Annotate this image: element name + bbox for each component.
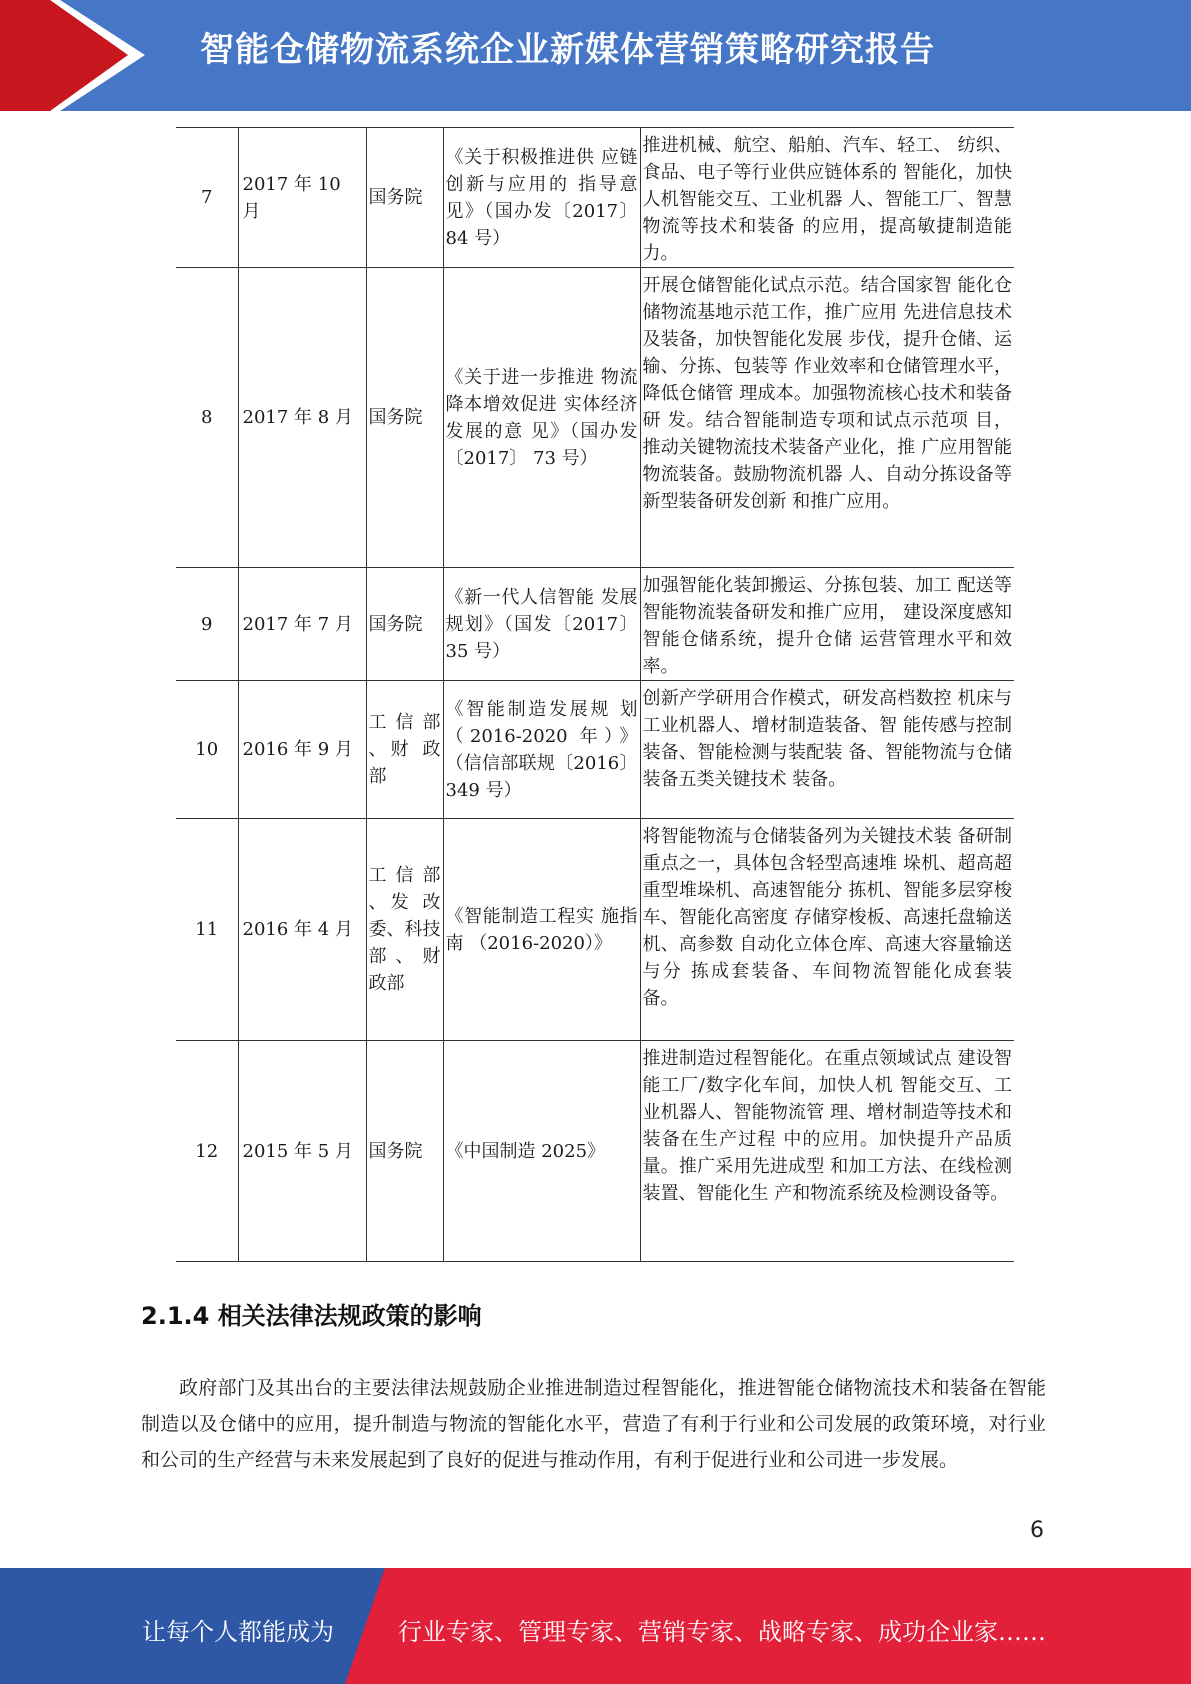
row-content: 加强智能化装卸搬运、分拣包装、加工 配送等智能物流装备研发和推广应用， 建设深度感知智能仓储系统，提升仓储 运营管理水平和效率。 (640, 568, 1014, 681)
row-document: 《智能制造工程实 施指南 （2016-2020）》 (443, 819, 640, 1041)
section-paragraph: 政府部门及其出台的主要法律法规鼓励企业推进制造过程智能化，推进智能仓储物流技术和装备在智能制造以及仓储中的应用，提升制造与物流的智能化水平，营造了有利于行业和公司发展的政策环境，对行业和公司的生产经营与未来发展起到了良好的促进与推动作用，有利于促进行业和公司进一步发展。 (141, 1377, 1046, 1471)
row-number: 7 (176, 128, 238, 268)
row-number: 9 (176, 568, 238, 681)
row-date: 2016 年 9 月 (238, 681, 366, 819)
section-heading: 2.1.4 相关法律法规政策的影响 (141, 1302, 482, 1330)
row-document: 《中国制造 2025》 (443, 1041, 640, 1262)
row-department: 工 信 部 、发 改委、科技 部、财 政部 (366, 819, 443, 1041)
row-department: 国务院 (366, 1041, 443, 1262)
row-document: 《智能制造发展规 划 （2016-2020 年）》（信信部联规〔2016〕 349 号） (443, 681, 640, 819)
row-content: 开展仓储智能化试点示范。结合国家智 能化仓储物流基地示范工作，推广应用 先进信息技术及装备，加快智能化发展 步伐，提升仓储、运输、分拣、包装等 作业效率和仓储管理水平，降低仓储管 理成本。加强物流核心技术和装备研 发。结合智能制造专项和试点示范项 目，推动关键物流技术装备产业化，推 广应用智能物流装备。鼓励物流机器 人、自动分拣设备等新型装备研发创新 和推广应用。 (640, 268, 1014, 568)
row-department: 国务院 (366, 268, 443, 568)
table-row (176, 568, 1014, 681)
page-number: 6 (1030, 1518, 1044, 1543)
row-content: 推进制造过程智能化。在重点领域试点 建设智能工厂/数字化车间，加快人机 智能交互、工业机器人、智能物流管 理、增材制造等技术和装备在生产过程 中的应用。加快提升产品质量。推广采用先进成型 和加工方法、在线检测装置、智能化生 产和物流系统及检测设备等。 (640, 1041, 1014, 1262)
table-row (176, 681, 1014, 819)
row-document: 《关于进一步推进 物流降本增效促进 实体经济发展的意 见》（国办发〔2017〕 73 号） (443, 268, 640, 568)
row-number: 8 (176, 268, 238, 568)
row-date: 2015 年 5 月 (238, 1041, 366, 1262)
page-header (0, 0, 1191, 111)
row-number: 12 (176, 1041, 238, 1262)
table-row (176, 128, 1014, 268)
row-date: 2017 年 8 月 (238, 268, 366, 568)
row-department: 国务院 (366, 128, 443, 268)
page-header-title: 智能仓储物流系统企业新媒体营销策略研究报告 (200, 30, 935, 70)
table-row (176, 268, 1014, 568)
row-document: 《关于积极推进供 应链创新与应用的 指导意见》（国办发〔2017〕84 号） (443, 128, 640, 268)
row-number: 10 (176, 681, 238, 819)
footer-slogan-right: 行业专家、管理专家、营销专家、战略专家、成功企业家…… (398, 1618, 1046, 1646)
policy-table (176, 127, 1014, 1262)
row-content: 创新产学研用合作模式，研发高档数控 机床与工业机器人、增材制造装备、智 能传感与控制装备、智能检测与装配装 备、智能物流与仓储装备五类关键技术 装备。 (640, 681, 1014, 819)
page-footer (0, 1568, 1191, 1684)
row-department: 国务院 (366, 568, 443, 681)
row-content: 推进机械、航空、船舶、汽车、轻工、 纺织、食品、电子等行业供应链体系的 智能化，加快人机智能交互、工业机器 人、智能工厂、智慧物流等技术和装备 的应用，提高敏捷制造能力。 (640, 128, 1014, 268)
row-date: 2017 年 10 月 (238, 128, 366, 268)
table-row (176, 1041, 1014, 1262)
table-row (176, 819, 1014, 1041)
row-date: 2017 年 7 月 (238, 568, 366, 681)
footer-slogan-left: 让每个人都能成为 (142, 1618, 334, 1646)
row-department: 工 信 部 、财 政部 (366, 681, 443, 819)
row-document: 《新一代人信智能 发展规划》（国发〔2017〕 35 号） (443, 568, 640, 681)
row-number: 11 (176, 819, 238, 1041)
row-date: 2016 年 4 月 (238, 819, 366, 1041)
row-content: 将智能物流与仓储装备列为关键技术装 备研制重点之一，具体包含轻型高速堆 垛机、超高超重型堆垛机、高速智能分 拣机、智能多层穿梭车、智能化高密度 存储穿梭板、高速托盘输送机、高参数 自动化立体仓库、高速大容量输送与分 拣成套装备、车间物流智能化成套装 备。 (640, 819, 1014, 1041)
